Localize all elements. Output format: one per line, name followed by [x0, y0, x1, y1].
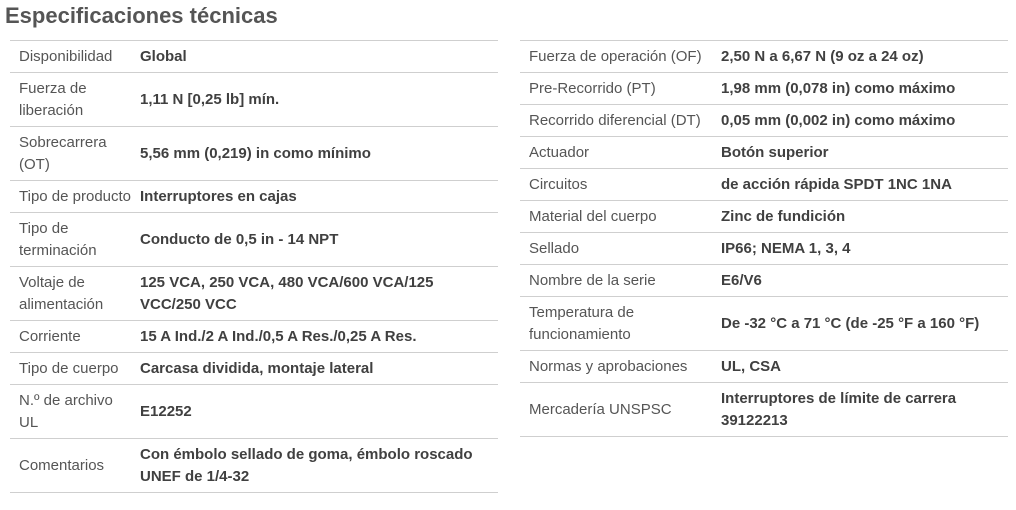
spec-label: Tipo de cuerpo [19, 360, 119, 377]
spec-label: Material del cuerpo [529, 208, 657, 225]
spec-row [10, 73, 498, 127]
spec-row [10, 385, 498, 439]
spec-value: Carcasa dividida, montaje lateral [140, 360, 374, 377]
spec-row [10, 181, 498, 213]
spec-value: Botón superior [721, 144, 829, 161]
spec-label: Pre-Recorrido (PT) [529, 80, 656, 97]
spec-label: Fuerza de liberación [19, 80, 87, 119]
spec-value: Interruptores de límite de carrera 39122213 [721, 390, 957, 429]
spec-label: Voltaje de alimentación [19, 274, 104, 313]
spec-row [520, 265, 1008, 297]
spec-row [10, 321, 498, 353]
spec-row [10, 127, 498, 181]
spec-value: Global [140, 48, 187, 65]
spec-value: 15 A Ind./2 A Ind./0,5 A Res./0,25 A Res. [140, 328, 417, 345]
spec-label: Disponibilidad [19, 48, 113, 65]
spec-value: 125 VCA, 250 VCA, 480 VCA/600 VCA/125 VCC/250 VCC [140, 274, 434, 313]
spec-value: UL, CSA [721, 358, 781, 375]
spec-label: Circuitos [529, 176, 588, 193]
spec-value: Zinc de fundición [721, 208, 846, 225]
spec-row [520, 297, 1008, 351]
spec-label: Tipo de terminación [19, 220, 97, 259]
spec-value: Conducto de 0,5 in - 14 NPT [140, 231, 339, 248]
spec-label: Normas y aprobaciones [529, 358, 688, 375]
spec-row [520, 137, 1008, 169]
spec-value: IP66; NEMA 1, 3, 4 [721, 240, 851, 257]
page-title: Especificaciones técnicas [5, 3, 278, 28]
spec-row [520, 383, 1008, 437]
spec-row [520, 169, 1008, 201]
spec-row [10, 267, 498, 321]
spec-row [520, 105, 1008, 137]
spec-table-right [520, 40, 1008, 437]
spec-row [520, 73, 1008, 105]
spec-row [10, 439, 498, 493]
spec-value: Con émbolo sellado de goma, émbolo roscado UNEF de 1/4-32 [140, 446, 473, 485]
spec-label: Sellado [529, 240, 580, 257]
spec-label: N.º de archivo UL [19, 392, 113, 431]
spec-label: Comentarios [19, 457, 105, 474]
spec-label: Fuerza de operación (OF) [529, 48, 702, 65]
spec-value: 2,50 N a 6,67 N (9 oz a 24 oz) [721, 48, 924, 65]
spec-row [520, 233, 1008, 265]
spec-value: E12252 [140, 403, 192, 420]
spec-value: 5,56 mm (0,219) in como mínimo [140, 145, 371, 162]
spec-value: 0,05 mm (0,002 in) como máximo [721, 112, 956, 129]
spec-value: De -32 °C a 71 °C (de -25 °F a 160 °F) [721, 315, 980, 332]
spec-row [10, 353, 498, 385]
spec-table-left-body [10, 41, 498, 493]
spec-row [520, 41, 1008, 73]
spec-row [520, 201, 1008, 233]
spec-label: Sobrecarrera (OT) [19, 134, 107, 173]
spec-label: Corriente [19, 328, 81, 345]
spec-table-right-body [520, 41, 1008, 437]
spec-value: 1,11 N [0,25 lb] mín. [140, 91, 280, 108]
spec-row [520, 351, 1008, 383]
spec-row [10, 213, 498, 267]
spec-value: E6/V6 [721, 272, 762, 289]
spec-label: Mercadería UNSPSC [529, 401, 672, 418]
spec-table-left [10, 40, 498, 493]
spec-value: Interruptores en cajas [140, 188, 297, 205]
spec-label: Nombre de la serie [529, 272, 656, 289]
spec-value: 1,98 mm (0,078 in) como máximo [721, 80, 956, 97]
spec-label: Tipo de producto [19, 188, 132, 205]
spec-value: de acción rápida SPDT 1NC 1NA [721, 176, 952, 193]
spec-label: Recorrido diferencial (DT) [529, 112, 701, 129]
spec-row [10, 41, 498, 73]
spec-label: Temperatura de funcionamiento [529, 304, 635, 343]
spec-label: Actuador [529, 144, 590, 161]
